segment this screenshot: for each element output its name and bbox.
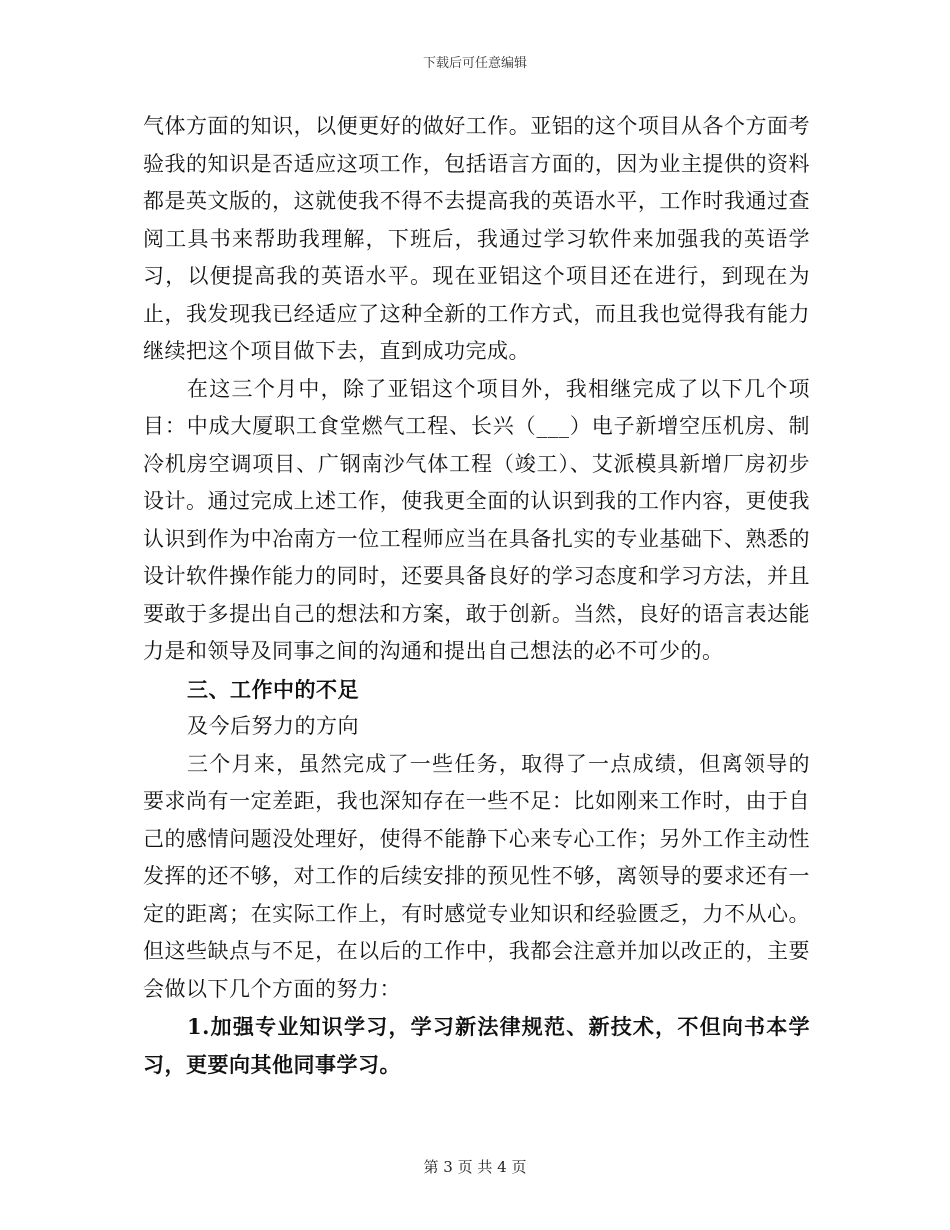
paragraph-shortcomings: 三个月来，虽然完成了一些任务，取得了一点成绩，但离领导的要求尚有一定差距，我也深知存在一些不足：比如刚来工作时，由于自己的感情问题没处理好，使得不能静下心来专心工作；另外工作主动性发挥的还不够，对工作的后续安排的预见性不够，离领导的要求还有一定的距离；在实际工作上，有时感觉专业知识和经验匮乏，力不从心。但这些缺点与不足，在以后的工作中，我都会注意并加以改正的，主要会做以下几个方面的努力： [143, 751, 810, 1001]
page-footer: 第 3 页 共 4 页 [423, 1158, 527, 1176]
paragraph-continuation: 气体方面的知识，以便更好的做好工作。亚铝的这个项目从各个方面考验我的知识是否适应这项工作，包括语言方面的，因为业主提供的资料都是英文版的，这就使我不得不去提高我的英语水平，工作时我通过查阅工具书来帮助我理解，下班后，我通过学习软件来加强我的英语学习，以便提高我的英语水平。现在亚铝这个项目还在进行，到现在为止，我发现我已经适应了这种全新的工作方式，而且我也觉得我有能力继续把这个项目做下去，直到成功完成。 [143, 114, 810, 363]
document-body [143, 108, 810, 1083]
paragraph-projects: 在这三个月中，除了亚铝这个项目外，我相继完成了以下几个项目：中成大厦职工食堂燃气工程、长兴（___）电子新增空压机房、制冷机房空调项目、广钢南沙气体工程（竣工）、艾派模具新增厂房初步设计。通过完成上述工作，使我更全面的认识到我的工作内容，更使我认识到作为中冶南方一位工程师应当在具备扎实的专业基础下、熟悉的设计软件操作能力的同时，还要具备良好的学习态度和学习方法，并且要敢于多提出自己的想法和方案，敢于创新。当然，良好的语言表达能力是和领导及同事之间的沟通和提出自己想法的必不可少的。 [143, 376, 810, 663]
section-heading: 三、工作中的不足 [187, 676, 359, 702]
paragraph-improvement-item-1: 1.加强专业知识学习，学习新法律规范、新技术，不但向书本学习，更要向其他同事学习。 [143, 1014, 810, 1077]
section-subheading: 及今后努力的方向 [187, 714, 359, 738]
page-header: 下载后可任意编辑 [422, 56, 527, 71]
